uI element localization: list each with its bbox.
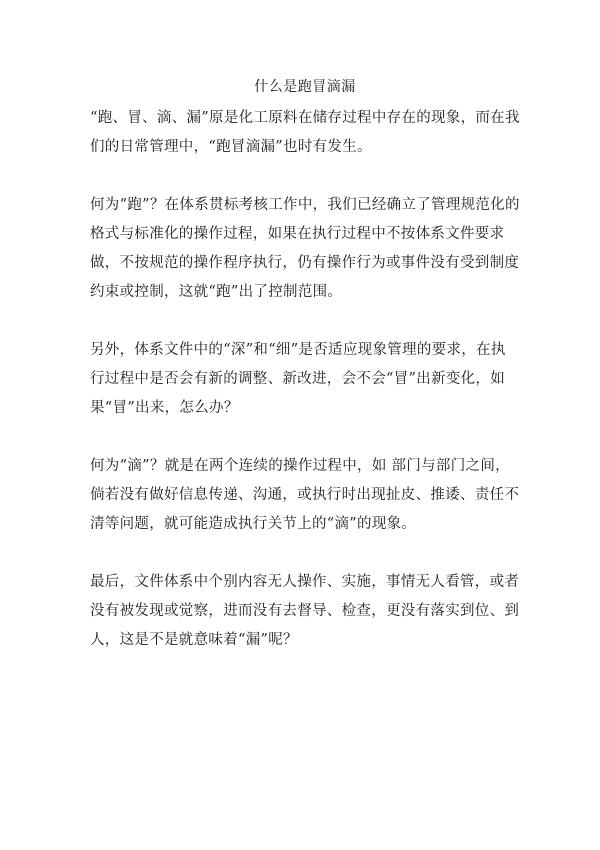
paragraph-gap: [90, 539, 520, 568]
paragraph-mao: 另外，体系文件中的“深”和“细”是否适应现象管理的要求，在执行过程中是否会有新的调整、新改进，会不会“冒”出新变化，如果“冒”出来，怎么办？: [90, 342, 506, 416]
paragraph-lou: 最后，文件体系中个别内容无人操作、实施，事情无人看管，或者没有被发现或觉察，进而没有去督导、检查，更没有落实到位、到人，这是不是就意味着“漏”呢？: [90, 574, 520, 648]
paragraph-intro: “跑、冒、滴、漏”原是化工原料在储存过程中存在的现象，而在我们的日常管理中，“跑冒滴漏”也时有发生。: [90, 110, 520, 155]
document-title: 什么是跑冒滴漏: [254, 79, 356, 95]
paragraph-pao: 何为“跑”？在体系贯标考核工作中，我们已经确立了管理规范化的格式与标准化的操作过程，如果在执行过程中不按体系文件要求做，不按规范的操作程序执行，仍有操作行为或事件没有受到制度约束或控制，这就“跑”出了控制范围。: [90, 197, 520, 300]
paragraph-gap: [90, 307, 520, 336]
paragraph-di: 何为“滴”？就是在两个连续的操作过程中，如 部门与部门之间，倘若没有做好信息传递、沟通，或执行时出现扯皮、推诿、责任不清等问题，就可能造成执行关节上的“滴”的现象。: [90, 458, 520, 532]
document-page: [90, 78, 520, 655]
paragraph-gap: [90, 423, 520, 452]
paragraph-gap: [90, 162, 520, 191]
